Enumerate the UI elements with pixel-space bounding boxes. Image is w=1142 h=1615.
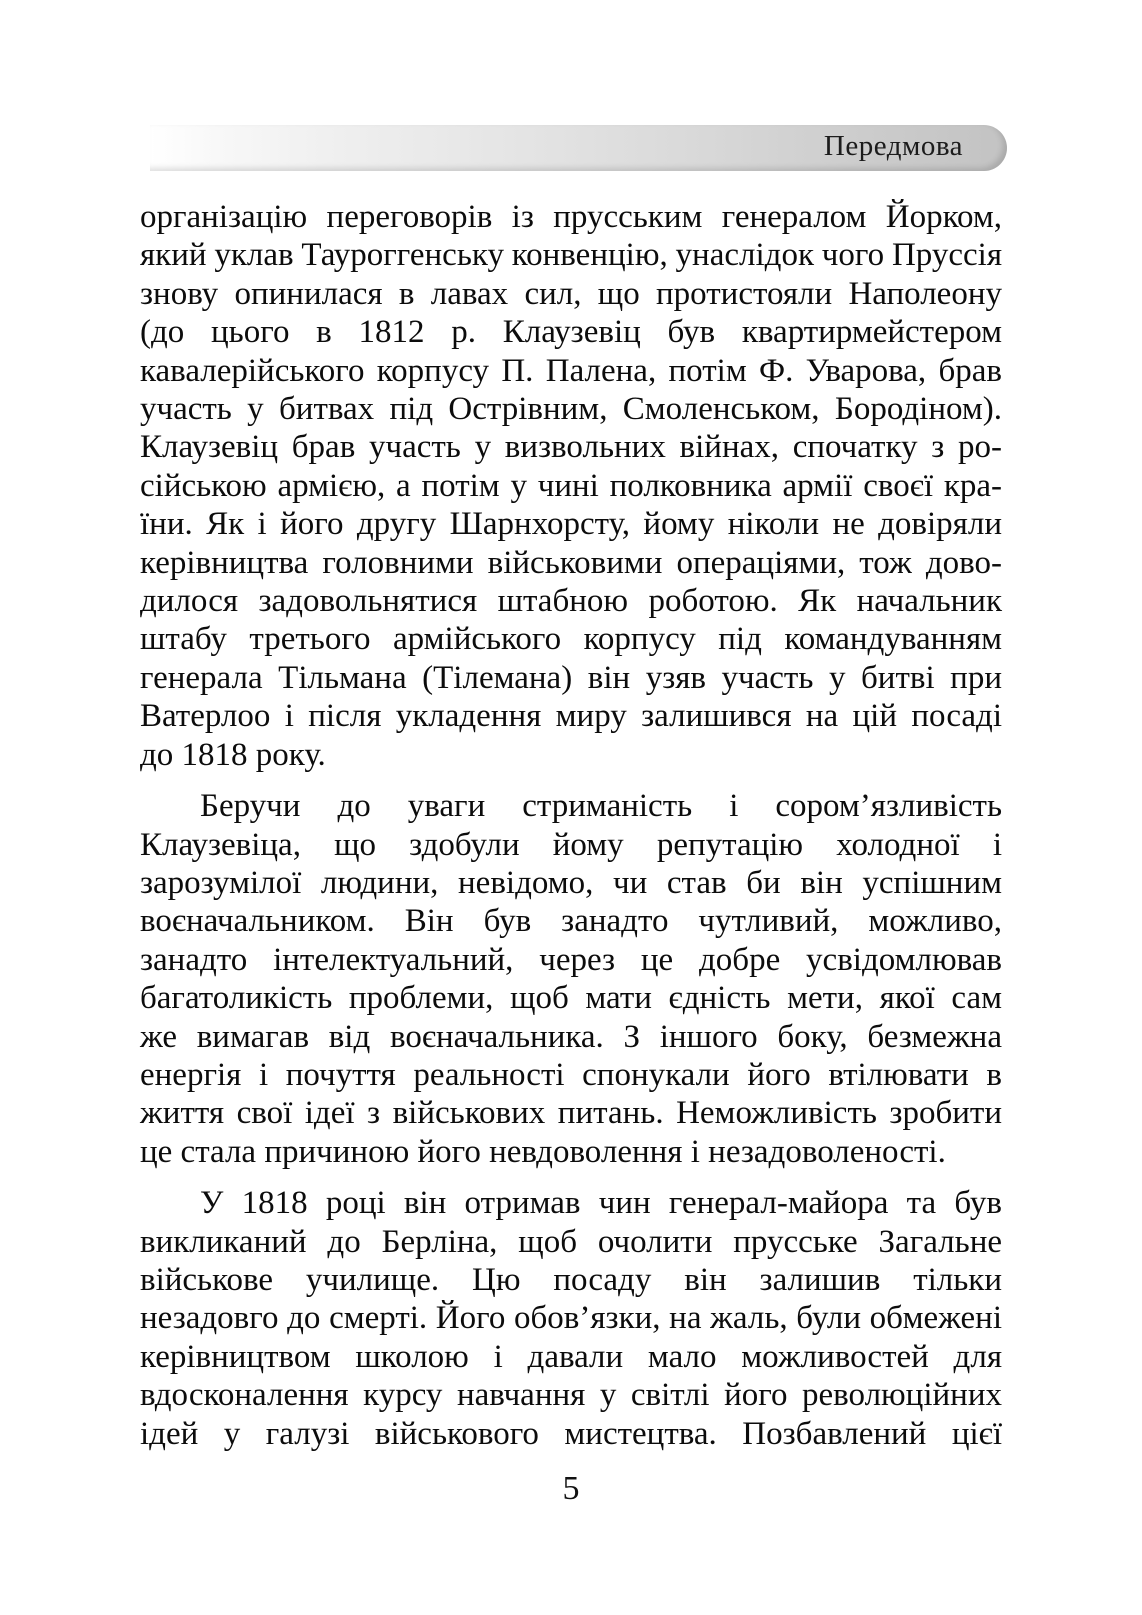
body-text <box>140 198 1002 1453</box>
text-line: до 1818 року. <box>140 736 326 773</box>
text-line: який уклав Тауроггенську конвенцію, унаслідок чого Пруссія <box>140 237 1002 274</box>
text-line: У 1818 році він отримав чин генерал-майора та був <box>200 1185 1002 1222</box>
text-line: керівництва головними військовими операціями, тож дово- <box>140 544 1002 581</box>
text-line: штабу третього армійського корпусу під командуванням <box>140 621 1002 658</box>
text-line: зарозумілої людини, невідомо, чи став би він успішним <box>140 864 1002 901</box>
text-line: життя свої ідеї з військових питань. Неможливість зробити <box>140 1095 1002 1132</box>
running-head-title: Передмова <box>823 130 963 162</box>
text-line: ідей у галузі військового мистецтва. Позбавлений цієї <box>140 1415 1002 1452</box>
text-line: військове училище. Цю посаду він залишив тільки <box>140 1261 1002 1298</box>
text-line: кавалерійського корпусу П. Палена, потім Ф. Уварова, брав <box>140 352 1002 389</box>
text-line: організацію переговорів із прусським генералом Йорком, <box>140 199 1002 235</box>
text-line: Клаузевіца, що здобули йому репутацію холодної і <box>140 826 1002 863</box>
text-line: воєначальником. Він був занадто чутливий, можливо, <box>140 903 1002 940</box>
text-line: дилося задовольнятися штабною роботою. Як начальник <box>140 583 1002 620</box>
text-line: багатоликість проблеми, щоб мати єдність мети, якої сам <box>140 980 1002 1017</box>
text-line: знову опинилася в лавах сил, що протистояли Наполеону <box>140 275 1002 312</box>
text-line: Клаузевіц брав участь у визвольних війнах, спочатку з ро- <box>140 429 1002 466</box>
paragraph <box>140 198 1002 774</box>
text-line: викликаний до Берліна, щоб очолити прусське Загальне <box>140 1223 1002 1260</box>
paragraph <box>140 787 1002 1171</box>
text-line: (до цього в 1812 р. Клаузевіц був квартирмейстером <box>140 314 1002 351</box>
text-line: енергія і почуття реальності спонукали його втілювати в <box>140 1056 1002 1093</box>
text-line: керівництвом школою і давали мало можливостей для <box>140 1338 1002 1375</box>
text-line: їни. Як і його другу Шарнхорсту, йому ніколи не довіряли <box>140 506 1002 543</box>
text-line: участь у битвах під Острівним, Смоленськом, Бородіном). <box>140 391 1002 428</box>
text-line: це стала причиною його невдоволення і незадоволеності. <box>140 1133 946 1170</box>
paragraph <box>140 1184 1002 1453</box>
text-line: сійською армією, а потім у чині полковника армії своєї кра- <box>140 467 1002 504</box>
text-line: Беручи до уваги стриманість і сором’язливість <box>200 788 1002 825</box>
text-line: незадовго до смерті. Його обов’язки, на жаль, були обмежені <box>140 1300 1002 1337</box>
text-line: Ватерлоо і після укладення миру залишився на цій посаді <box>140 698 1002 735</box>
text-line: вдосконалення курсу навчання у світлі його революційних <box>140 1377 1002 1414</box>
text-line: же вимагав від воєначальника. З іншого боку, безмежна <box>140 1018 1002 1055</box>
chapter-header-bar <box>150 125 1007 171</box>
text-line: занадто інтелектуальний, через це добре усвідомлював <box>140 941 1002 978</box>
page-number: 5 <box>562 1470 580 1507</box>
text-line: генерала Тільмана (Тілемана) він узяв участь у битві при <box>140 659 1002 696</box>
